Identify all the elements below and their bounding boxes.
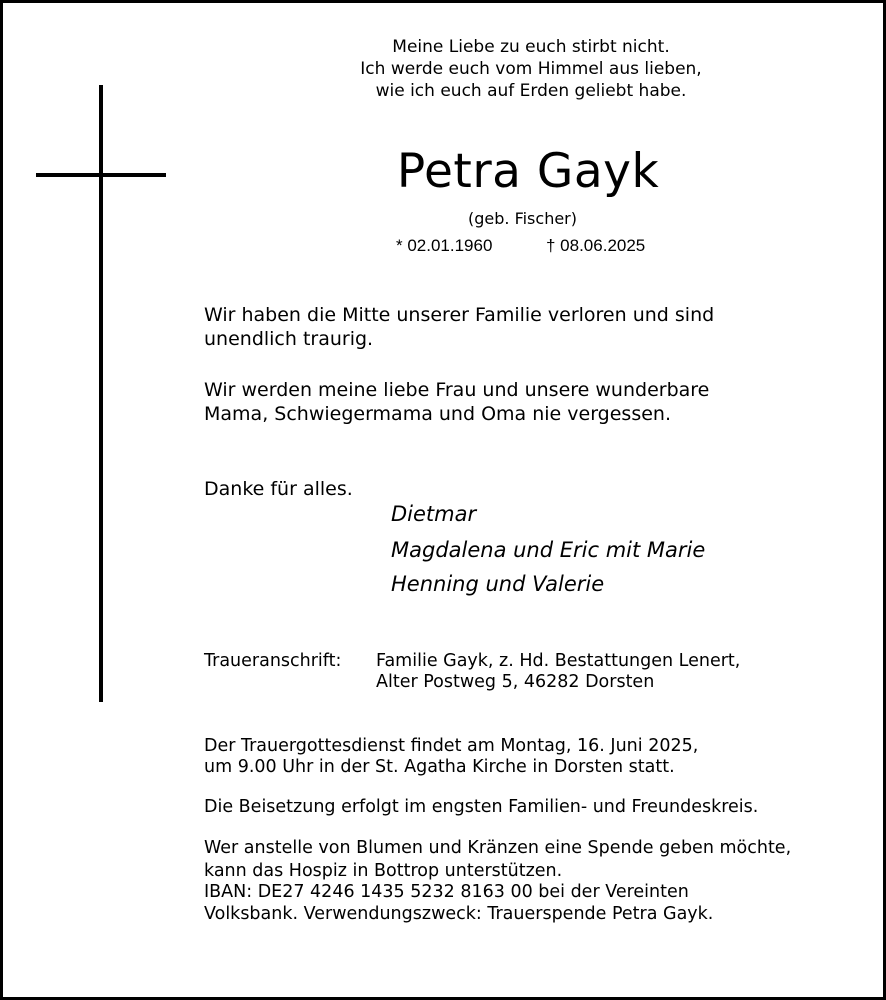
- donation-line-2: kann das Hospiz in Bottrop unterstützen.: [204, 861, 563, 881]
- deceased-name: Petra Gayk: [396, 144, 660, 199]
- donation-line-4: Volksbank. Verwendungszweck: Trauerspende Petra Gayk.: [204, 904, 714, 924]
- motto-line-2: Ich werde euch vom Himmel aus lieben,: [360, 59, 702, 79]
- address-line-2: Alter Postweg 5, 46282 Dorsten: [376, 672, 655, 692]
- cross-icon-horizontal: [36, 173, 166, 177]
- service-line-2: um 9.00 Uhr in der St. Agatha Kirche in Dorsten statt.: [204, 757, 675, 777]
- donation-line-1: Wer anstelle von Blumen und Kränzen eine Spende geben möchte,: [204, 838, 792, 858]
- family-member-1: Dietmar: [391, 502, 477, 526]
- service-line-1: Der Trauergottesdienst findet am Montag, 16. Juni 2025,: [204, 736, 699, 756]
- family-member-3: Henning und Valerie: [391, 572, 605, 596]
- family-member-2: Magdalena und Eric mit Marie: [391, 538, 706, 562]
- message-1-line-1: Wir haben die Mitte unserer Familie verloren und sind: [204, 304, 715, 326]
- message-2-line-1: Wir werden meine liebe Frau und unsere wunderbare: [204, 379, 710, 401]
- address-label: Traueranschrift:: [204, 651, 342, 671]
- message-1-line-2: unendlich traurig.: [204, 328, 374, 350]
- motto-line-3: wie ich euch auf Erden geliebt habe.: [375, 81, 687, 101]
- maiden-name: (geb. Fischer): [468, 209, 577, 228]
- birth-date: * 02.01.1960: [396, 236, 493, 255]
- donation-line-3: IBAN: DE27 4246 1435 5232 8163 00 bei der Vereinten: [204, 882, 689, 902]
- death-date: † 08.06.2025: [546, 236, 646, 255]
- cross-icon-vertical: [99, 85, 103, 702]
- motto-line-1: Meine Liebe zu euch stirbt nicht.: [392, 37, 670, 57]
- message-2-line-2: Mama, Schwiegermama und Oma nie vergessen.: [204, 403, 672, 425]
- thanks-text: Danke für alles.: [204, 478, 353, 500]
- burial-text: Die Beisetzung erfolgt im engsten Familien- und Freundeskreis.: [204, 797, 759, 817]
- address-line-1: Familie Gayk, z. Hd. Bestattungen Lenert,: [376, 651, 741, 671]
